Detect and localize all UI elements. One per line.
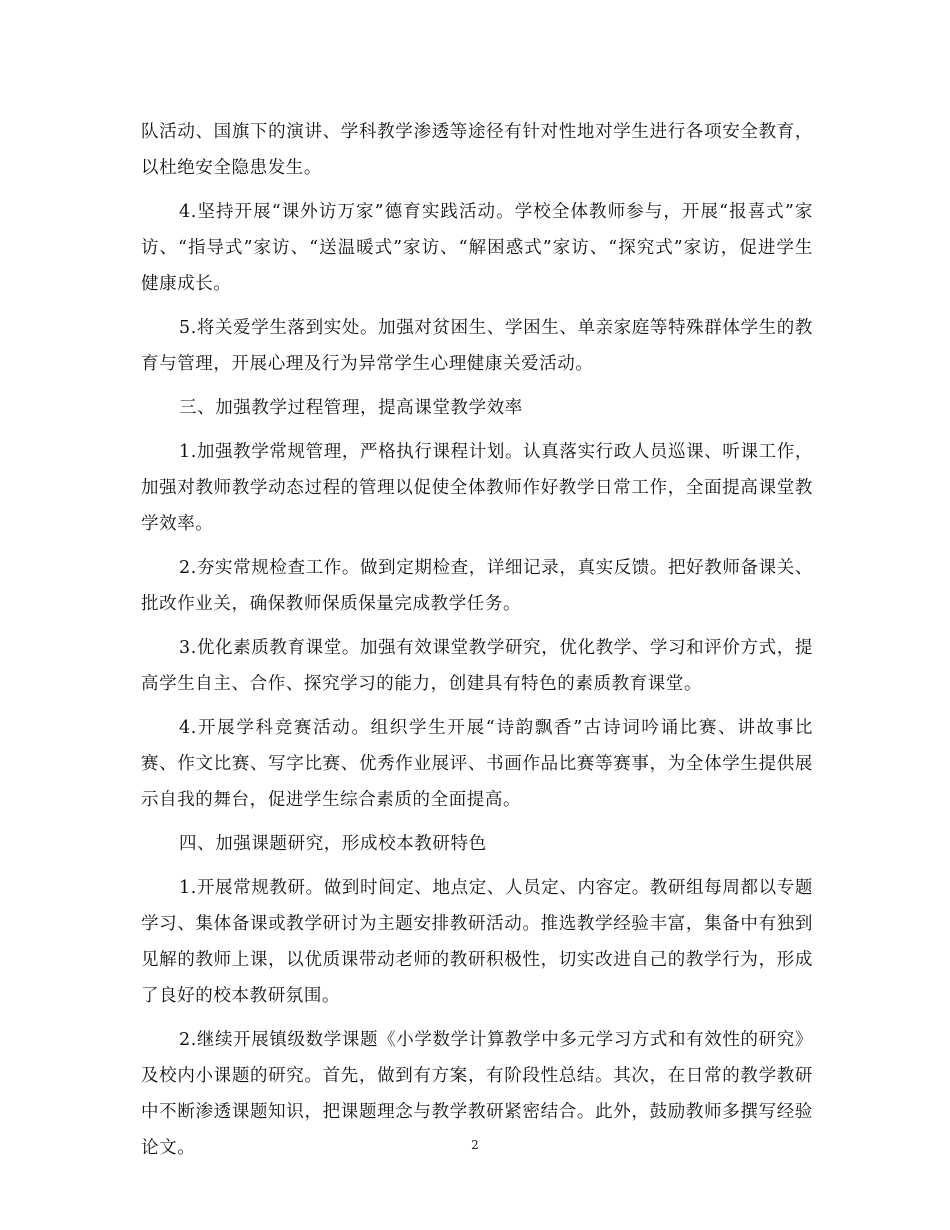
paragraph-continuation: 队活动、国旗下的演讲、学科教学渗透等途径有针对性地对学生进行各项安全教育，以杜绝安全隐患发生。 [141, 122, 813, 178]
paragraph-item-1-teaching-routine: 1.加强教学常规管理，严格执行课程计划。认真落实行政人员巡课、听课工作，加强对教师教学动态过程的管理以促使全体教师作好教学日常工作，全面提高课堂教学效率。 [141, 442, 813, 534]
paragraph-item-2-research-project: 2.继续开展镇级数学课题《小学数学计算教学中多元学习方式和有效性的研究》及校内小课题的研究。首先，做到有方案，有阶段性总结。其次，在日常的教学教研中不断渗透课题知识，把课题理念与教学教研紧密结合。此外，鼓励教师多撰写经验论文。 [141, 1030, 813, 1158]
section-heading-3: 三、加强教学过程管理，提高课堂教学效率 [179, 398, 523, 418]
section-heading-4: 四、加强课题研究，形成校本教研特色 [179, 834, 487, 854]
paragraph-item-5-student-care: 5.将关爱学生落到实处。加强对贫困生、学困生、单亲家庭等特殊群体学生的教育与管理，开展心理及行为异常学生心理健康关爱活动。 [141, 318, 813, 374]
paragraph-item-3-quality-education: 3.优化素质教育课堂。加强有效课堂教学研究，优化教学、学习和评价方式，提高学生自主、合作、探究学习的能力，创建具有特色的素质教育课堂。 [141, 638, 813, 694]
paragraph-item-4-home-visits: 4.坚持开展“课外访万家”德育实践活动。学校全体教师参与，开展“报喜式”家访、“指导式”家访、“送温暖式”家访、“解困惑式”家访、“探究式”家访，促进学生健康成长。 [141, 202, 813, 294]
page-number: 2 [471, 1138, 479, 1152]
paragraph-item-4-competitions: 4.开展学科竞赛活动。组织学生开展“诗韵飘香”古诗词吟诵比赛、讲故事比赛、作文比赛、写字比赛、优秀作业展评、书画作品比赛等赛事，为全体学生提供展示自我的舞台，促进学生综合素质的全面提高。 [141, 718, 813, 810]
paragraph-item-1-teaching-research: 1.开展常规教研。做到时间定、地点定、人员定、内容定。教研组每周都以专题学习、集体备课或教学研讨为主题安排教研活动。推选教学经验丰富，集备中有独到见解的教师上课，以优质课带动老师的教研积极性，切实改进自己的教学行为，形成了良好的校本教研氛围。 [141, 878, 813, 1006]
document-body [141, 114, 813, 1174]
paragraph-item-2-routine-checks: 2.夯实常规检查工作。做到定期检查，详细记录，真实反馈。把好教师备课关、批改作业关，确保教师保质保量完成教学任务。 [141, 558, 813, 614]
